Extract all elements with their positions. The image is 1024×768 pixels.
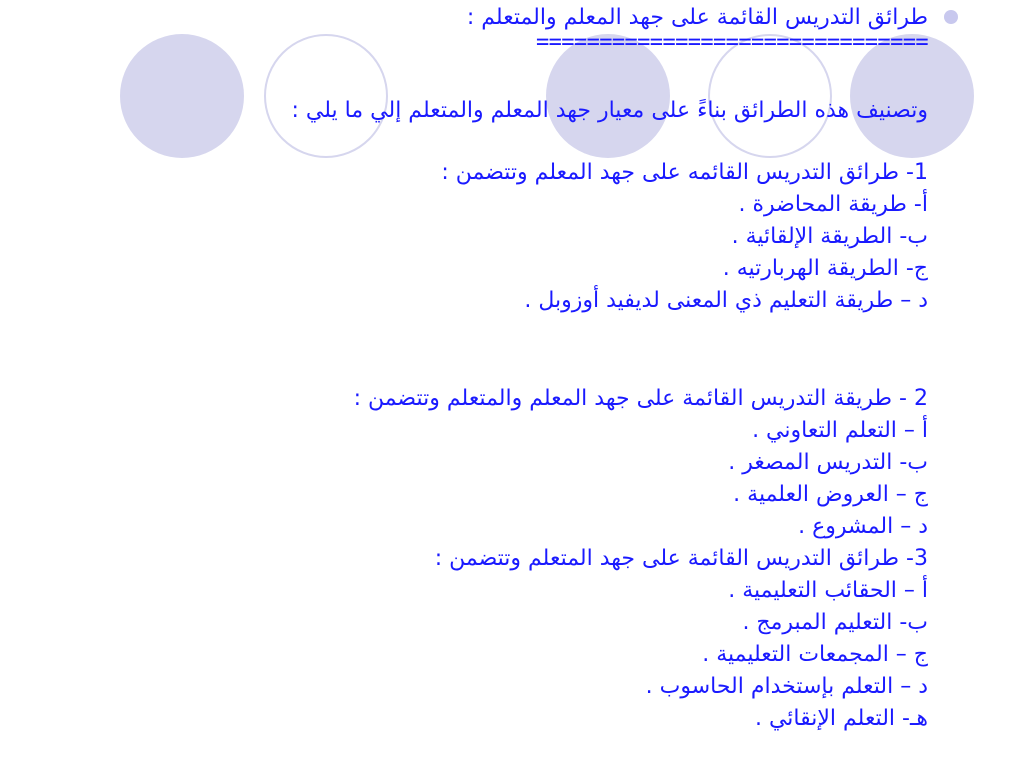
section-heading: 1- طرائق التدريس القائمه على جهد المعلم وتتضمن : [441, 160, 928, 185]
list-item: ب- التعليم المبرمج . [742, 610, 928, 635]
list-item: ب- الطريقة الإلقائية . [731, 224, 928, 249]
section-2 [128, 383, 928, 543]
list-item: ب- التدريس المصغر . [728, 450, 928, 475]
list-item: أ – التعلم التعاوني . [752, 418, 928, 443]
section-1 [128, 157, 928, 317]
section-heading: 2 - طريقة التدريس القائمة على جهد المعلم والمتعلم وتتضمن : [353, 386, 928, 411]
list-item: ج – المجمعات التعليمية . [702, 642, 928, 667]
list-item: أ- طريقة المحاضرة . [738, 192, 928, 217]
bullet-icon [944, 10, 958, 24]
list-item: ج- الطريقة الهربارتيه . [722, 256, 928, 281]
section-3 [128, 543, 928, 735]
list-item: ج – العروض العلمية . [733, 482, 928, 507]
list-item: أ – الحقائب التعليمية . [728, 578, 928, 603]
list-item: د – التعلم بإستخدام الحاسوب . [645, 674, 928, 699]
intro-text: وتصنيف هذه الطرائق بناءً على معيار جهد المعلم والمتعلم إلي ما يلي : [291, 98, 928, 123]
list-item: د – المشروع . [798, 514, 928, 539]
list-item: هـ- التعلم الإنقائي . [754, 706, 928, 731]
slide-content [128, 2, 928, 735]
section-heading: 3- طرائق التدريس القائمة على جهد المتعلم وتتضمن : [434, 546, 928, 571]
slide-title: طرائق التدريس القائمة على جهد المعلم والمتعلم : [466, 5, 928, 30]
list-item: د – طريقة التعليم ذي المعنى لديفيد أوزوبل . [524, 288, 928, 313]
title-underline: =============================== [536, 30, 928, 55]
